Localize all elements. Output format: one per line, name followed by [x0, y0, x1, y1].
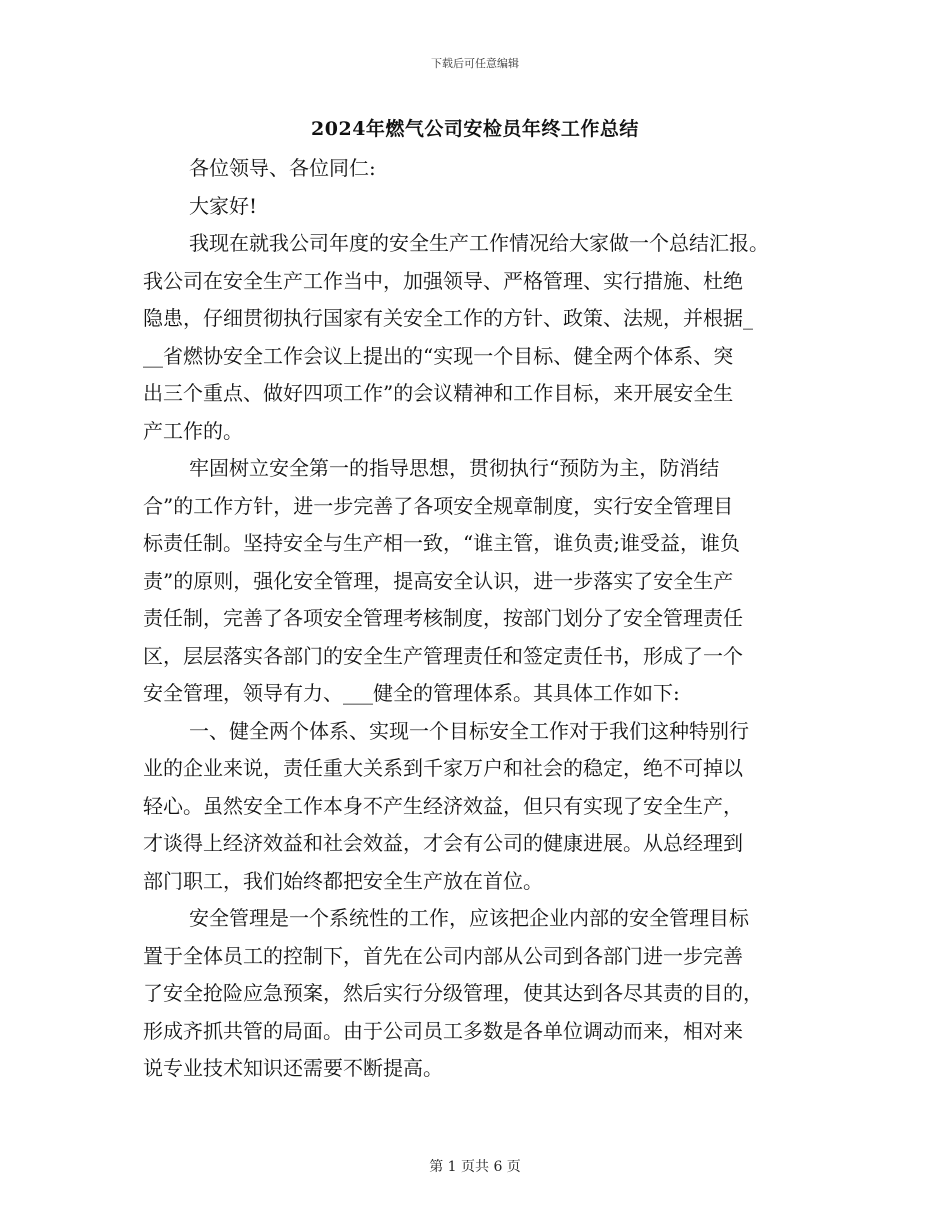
paragraph-line: 一、健全两个体系、实现一个目标安全工作对于我们这种特别行 — [189, 718, 749, 743]
document-title: 2024年燃气公司安检员年终工作总结 — [311, 118, 639, 140]
paragraph-line: 牢固树立安全第一的指导思想，贯彻执行“预防为主，防消结 — [189, 456, 720, 480]
page-header-note: 下载后可任意编辑 — [431, 57, 519, 70]
paragraph-line: 安全管理是一个系统性的工作，应该把企业内部的安全管理目标 — [189, 906, 749, 930]
document-body — [143, 150, 807, 1088]
paragraph-line: 标责任制。坚持安全与生产相一致，“谁主管，谁负责;谁受益，谁负 — [143, 531, 740, 555]
paragraph-line: 业的企业来说，责任重大关系到千家万户和社会的稳定，绝不可掉以 — [143, 756, 743, 780]
paragraph-line: 出三个重点、做好四项工作”的会议精神和工作目标，来开展安全生 — [143, 381, 734, 405]
paragraph-line: 我公司在安全生产工作当中，加强领导、严格管理、实行措施、杜绝 — [143, 268, 743, 293]
paragraph-line: 合”的工作方针，进一步完善了各项安全规章制度，实行安全管理目 — [143, 493, 734, 518]
paragraph-line: 大家好! — [189, 193, 258, 218]
paragraph-line: 置于全体员工的控制下，首先在公司内部从公司到各部门进一步完善 — [143, 943, 743, 968]
paragraph-line: 产工作的。 — [143, 418, 243, 443]
paragraph-line: 我现在就我公司年度的安全生产工作情况给大家做一个总结汇报。 — [189, 231, 769, 255]
paragraph-line: 形成齐抓共管的局面。由于公司员工多数是各单位调动而来，相对来 — [143, 1018, 743, 1043]
paragraph-line: 了安全抢险应急预案，然后实行分级管理，使其达到各尽其责的目的， — [143, 981, 763, 1005]
paragraph-line: 安全管理，领导有力、___健全的管理体系。其具体工作如下: — [143, 681, 680, 705]
paragraph-line: 责”的原则，强化安全管理，提高安全认识，进一步落实了安全生产 — [143, 568, 734, 593]
paragraph-line: 各位领导、各位同仁: — [189, 156, 376, 180]
page-number: 第 1 页共 6 页 — [429, 1159, 521, 1175]
paragraph-line: 责任制，完善了各项安全管理考核制度，按部门划分了安全管理责任 — [143, 606, 743, 630]
paragraph-line: 才谈得上经济效益和社会效益，才会有公司的健康进展。从总经理到 — [143, 831, 743, 855]
paragraph-line: 说专业技术知识还需要不断提高。 — [143, 1056, 443, 1080]
paragraph-line: 轻心。虽然安全工作本身不产生经济效益，但只有实现了安全生产， — [143, 793, 743, 818]
paragraph-line: 部门职工，我们始终都把安全生产放在首位。 — [143, 868, 543, 893]
paragraph-line: 隐患，仔细贯彻执行国家有关安全工作的方针、政策、法规，并根据_ — [143, 306, 753, 330]
paragraph-line: 区，层层落实各部门的安全生产管理责任和签定责任书，形成了一个 — [143, 643, 743, 668]
paragraph-line: __省燃协安全工作会议上提出的“实现一个目标、健全两个体系、突 — [143, 343, 734, 368]
